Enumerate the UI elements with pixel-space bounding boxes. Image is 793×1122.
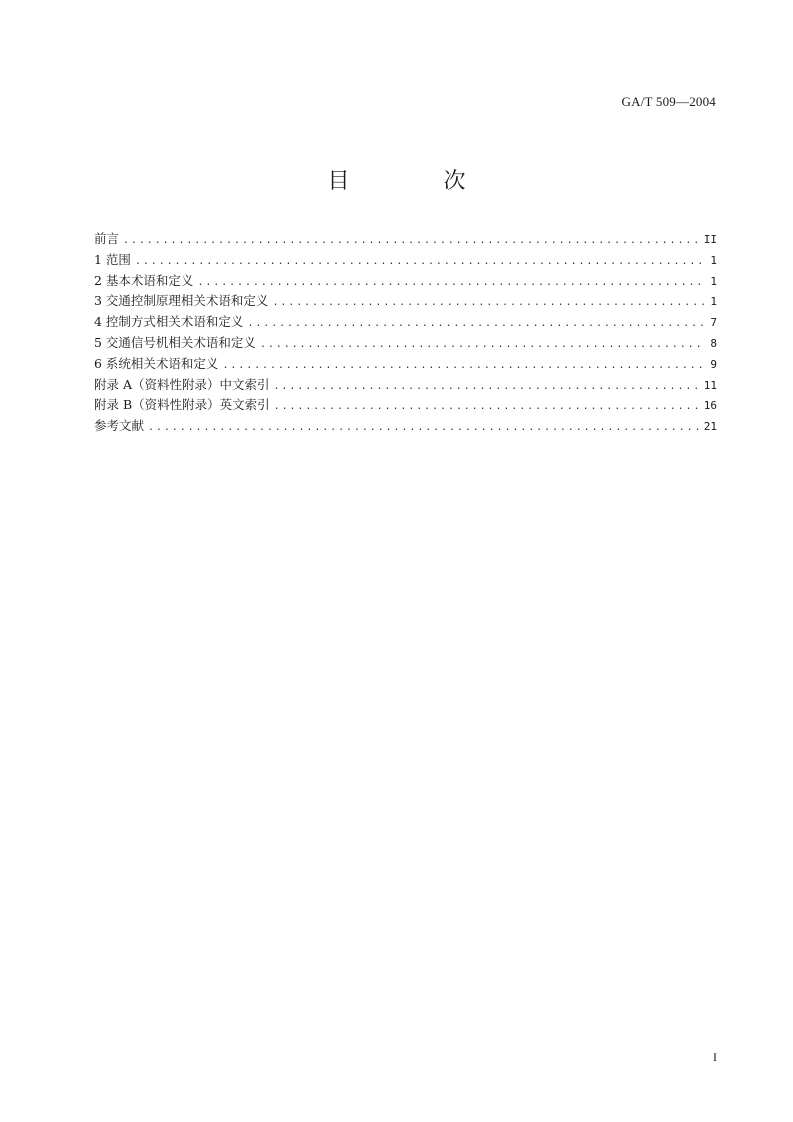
toc-entry-page: 1 bbox=[710, 253, 717, 267]
toc-entry-bibliography[interactable] bbox=[94, 416, 717, 437]
toc-leader-dots bbox=[148, 418, 700, 439]
toc-list bbox=[94, 229, 717, 437]
toc-entry-label: 2 基本术语和定义 bbox=[94, 272, 194, 288]
toc-entry-page: 8 bbox=[710, 336, 717, 350]
toc-leader-dots bbox=[260, 335, 706, 356]
toc-entry-basic-terms[interactable] bbox=[94, 271, 717, 292]
toc-entry-annex-a[interactable] bbox=[94, 375, 717, 396]
toc-entry-label: 6 系统相关术语和定义 bbox=[94, 355, 219, 371]
toc-title: 目 次 bbox=[327, 169, 502, 194]
toc-entry-annex-b[interactable] bbox=[94, 395, 717, 416]
toc-leader-dots bbox=[272, 293, 706, 314]
toc-entry-foreword[interactable] bbox=[94, 229, 717, 250]
toc-entry-page: 11 bbox=[703, 378, 717, 392]
toc-entry-scope[interactable] bbox=[94, 250, 717, 271]
toc-leader-dots bbox=[274, 397, 700, 418]
toc-entry-control-mode[interactable] bbox=[94, 312, 717, 333]
toc-leader-dots bbox=[135, 252, 706, 273]
toc-entry-signal-controller[interactable] bbox=[94, 333, 717, 354]
toc-entry-control-principle[interactable] bbox=[94, 291, 717, 312]
toc-leader-dots bbox=[222, 356, 706, 377]
toc-entry-label: 附录 B（资料性附录）英文索引 bbox=[94, 397, 270, 413]
toc-entry-page: 21 bbox=[703, 420, 717, 434]
toc-entry-page: II bbox=[703, 233, 717, 246]
standard-number: GA/T 509—2004 bbox=[621, 94, 716, 109]
toc-entry-label: 1 范围 bbox=[94, 251, 131, 267]
toc-entry-page: 16 bbox=[703, 399, 717, 413]
toc-entry-label: 参考文献 bbox=[94, 418, 145, 434]
toc-leader-dots bbox=[274, 377, 700, 398]
toc-entry-page: 7 bbox=[710, 316, 717, 330]
toc-entry-page: 1 bbox=[710, 295, 717, 309]
toc-leader-dots bbox=[247, 314, 706, 335]
toc-entry-label: 附录 A（资料性附录）中文索引 bbox=[94, 376, 270, 392]
toc-entry-label: 4 控制方式相关术语和定义 bbox=[94, 314, 244, 330]
toc-entry-label: 5 交通信号机相关术语和定义 bbox=[94, 334, 256, 350]
toc-leader-dots bbox=[123, 231, 700, 252]
toc-entry-system[interactable] bbox=[94, 354, 717, 375]
toc-entry-label: 前言 bbox=[94, 231, 120, 246]
toc-entry-page: 9 bbox=[710, 357, 717, 371]
toc-entry-label: 3 交通控制原理相关术语和定义 bbox=[94, 293, 269, 309]
toc-leader-dots bbox=[197, 273, 706, 294]
toc-entry-page: 1 bbox=[710, 274, 717, 288]
page-number: I bbox=[713, 1050, 717, 1064]
